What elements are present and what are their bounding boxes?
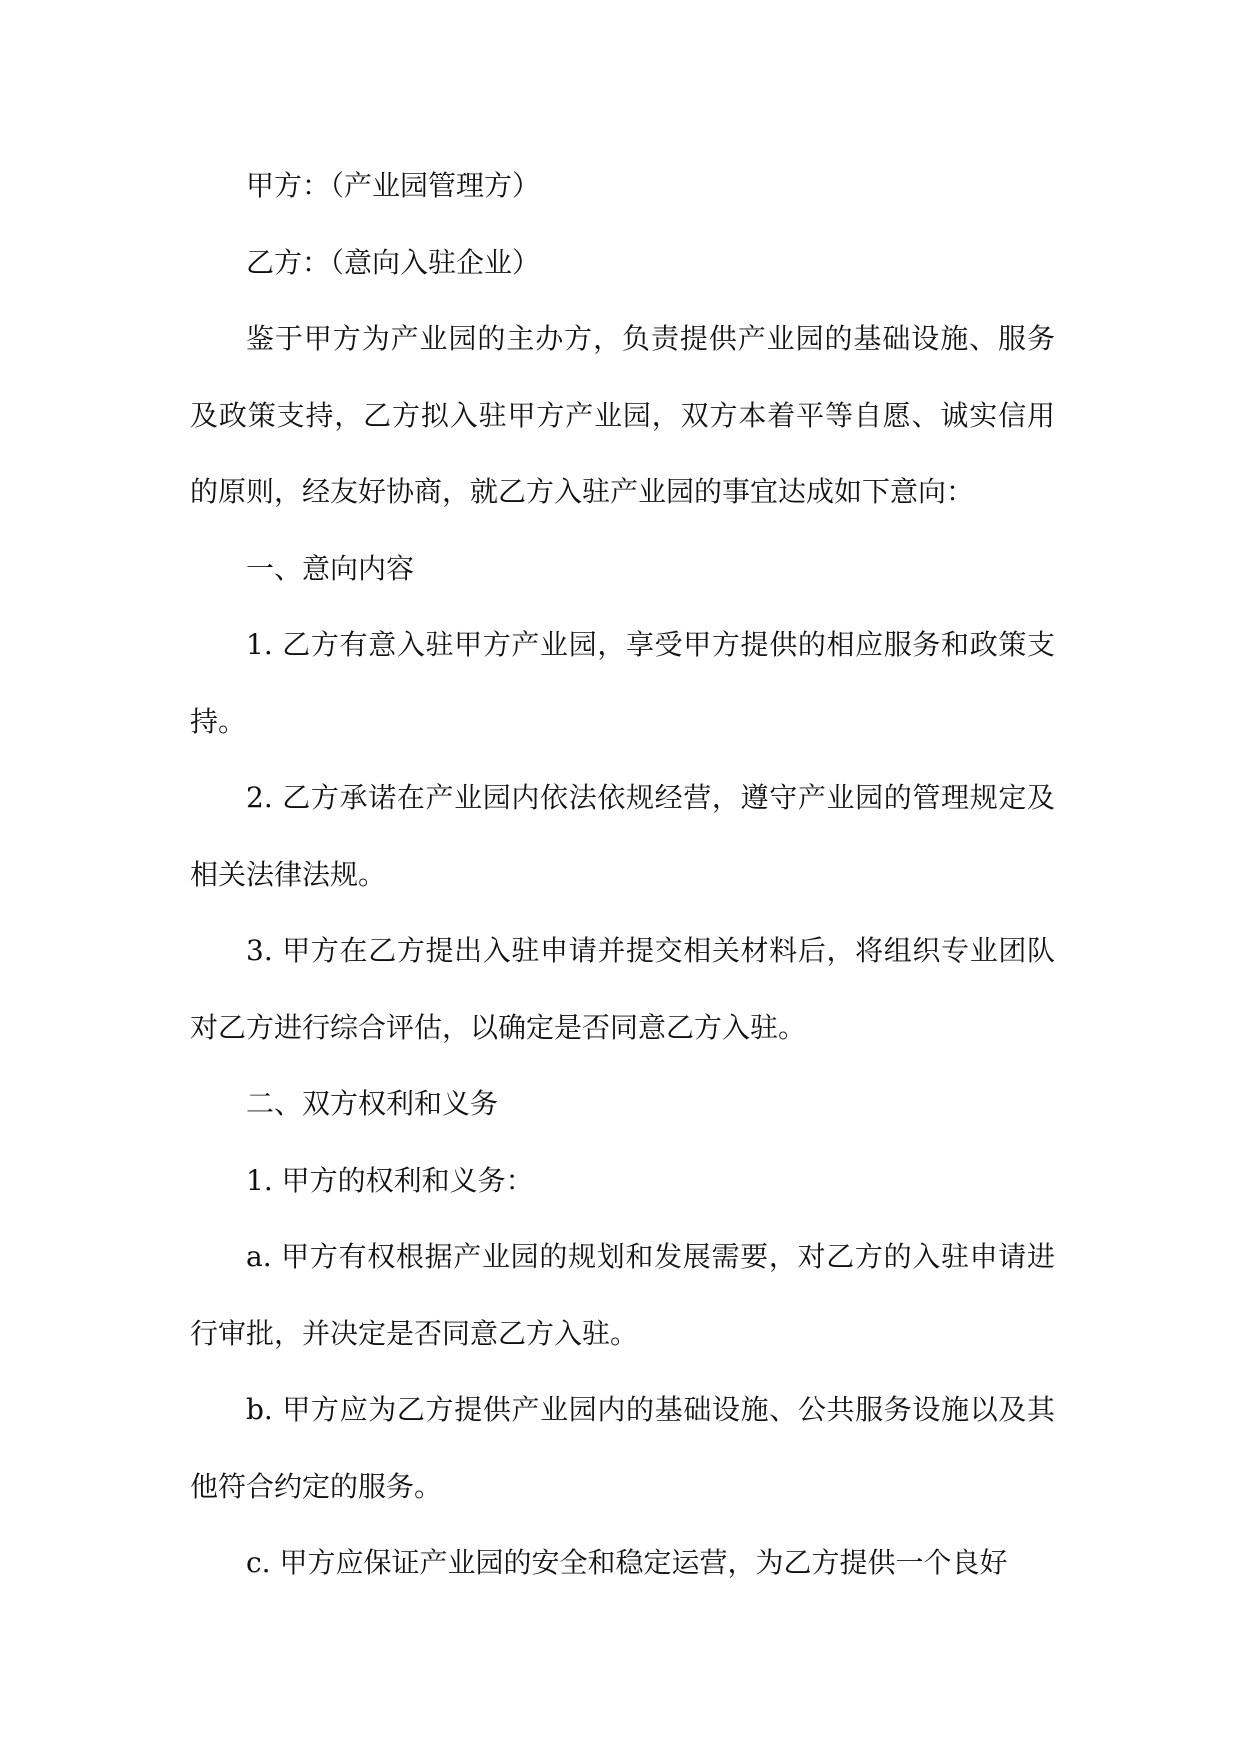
party-a-line: 甲方：（产业园管理方） (246, 169, 541, 202)
rights-subitem-a: a. 甲方有权根据产业园的规划和发展需要，对乙方的入驻申请进行审批，并决定是否同意乙方入驻。 (190, 1240, 1055, 1350)
rights-subitem-c: c. 甲方应保证产业园的安全和稳定运营，为乙方提供一个良好 (246, 1546, 1008, 1579)
party-b-line: 乙方：（意向入驻企业） (246, 245, 541, 279)
section-heading-rights: 二、双方权利和义务 (246, 1087, 499, 1120)
intent-item-2: 2. 乙方承诺在产业园内依法依规经营，遵守产业园的管理规定及相关法律法规。 (190, 781, 1055, 891)
rights-subitem-b: b. 甲方应为乙方提供产业园内的基础设施、公共服务设施以及其他符合约定的服务。 (190, 1393, 1055, 1503)
rights-item-1: 1. 甲方的权利和义务： (246, 1163, 534, 1197)
document-body (190, 148, 1055, 1602)
preamble-paragraph: 鉴于甲方为产业园的主办方，负责提供产业园的基础设施、服务及政策支持，乙方拟入驻甲方产业园，双方本着平等自愿、诚实信用的原则，经友好协商，就乙方入驻产业园的事宜达成如下意向： (190, 322, 1055, 508)
intent-item-1: 1. 乙方有意入驻甲方产业园，享受甲方提供的相应服务和政策支持。 (190, 628, 1055, 738)
section-heading-intent: 一、意向内容 (246, 551, 415, 585)
intent-item-3: 3. 甲方在乙方提出入驻申请并提交相关材料后，将组织专业团队对乙方进行综合评估，以确定是否同意乙方入驻。 (190, 934, 1055, 1044)
